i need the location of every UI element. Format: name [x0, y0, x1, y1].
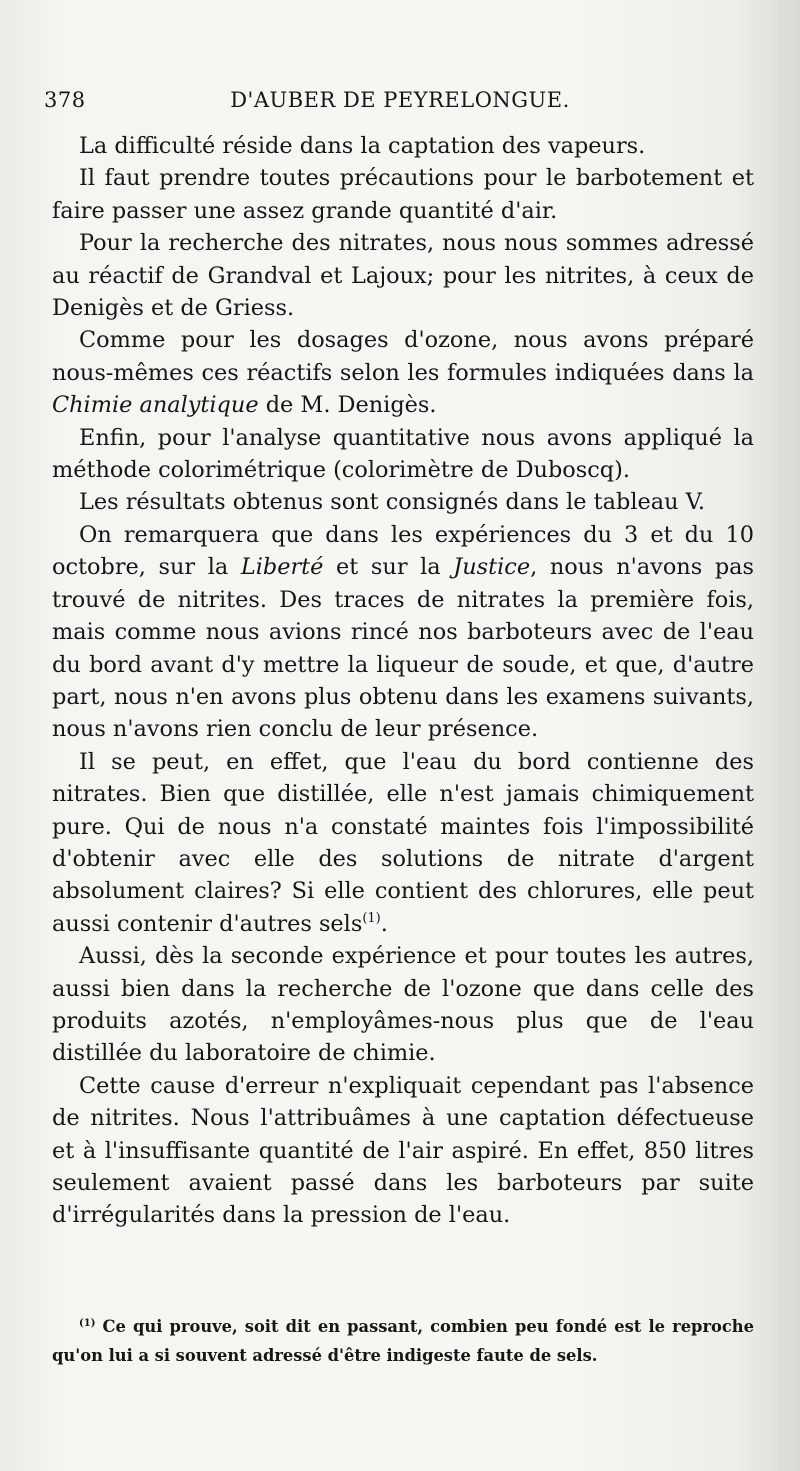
ship-name: Liberté	[240, 554, 324, 581]
footnote	[52, 1312, 754, 1370]
body-text	[52, 130, 754, 1232]
paragraph: Aussi, dès la seconde expérience et pour toutes les autres, aussi bien dans la recherche de l'ozone que dans celle des produits azotés, n'employâmes-nous plus que de l'eau distillée du laboratoire de chimie.	[52, 943, 754, 1067]
paragraph	[52, 324, 754, 421]
paragraph	[52, 746, 754, 940]
paragraph: Il faut prendre toutes précautions pour le barbotement et faire passer une assez grande quantité d'air.	[52, 165, 754, 224]
book-title: Chimie analytique	[52, 392, 259, 419]
text-run: On remarquera que dans les expériences du 3 et du 10 octobre, sur la	[52, 521, 754, 581]
text-run: de M. Denigès.	[258, 392, 437, 419]
footnote-text: Ce qui prouve, soit dit en passant, combien peu fondé est le reproche qu'on lui a si souvent adressé d'être indigeste faute de sels.	[52, 1317, 754, 1365]
footnotes	[52, 1312, 754, 1370]
page-number: 378	[44, 88, 86, 112]
paragraph: Pour la recherche des nitrates, nous nous sommes adressé au réactif de Grandval et Lajoux; pour les nitrites, à ceux de Denigès et de Griess.	[52, 230, 754, 322]
paragraph	[52, 519, 754, 746]
paragraph: Cette cause d'erreur n'expliquait cependant pas l'absence de nitrites. Nous l'attribuâmes à une captation défectueuse et à l'insuffisante quantité de l'air aspiré. En effet, 850 litres seulement avaient passé dans les barboteurs par suite d'irrégularités dans la pression de l'eau.	[52, 1072, 754, 1229]
text-run: .	[380, 910, 388, 937]
page-header	[44, 88, 756, 118]
paragraph: Les résultats obtenus sont consignés dans le tableau V.	[79, 489, 706, 516]
footnote-reference[interactable]: (1)	[362, 910, 381, 926]
text-run: , nous n'avons pas trouvé de nitrites. Des traces de nitrates la première fois, mais comme nous avions rincé nos barboteurs avec de l'eau du bord avant d'y mettre la liqueur de soude, et que, d'autre part, nous n'en avons plus obtenu dans les examens suivants, nous n'avons rien conclu de leur présence.	[52, 554, 754, 743]
text-run: Il se peut, en effet, que l'eau du bord contienne des nitrates. Bien que distillée, elle n'est jamais chimiquement pure. Qui de nous n'a constaté maintes fois l'impossibilité d'obtenir avec elle des solutions de nitrate d'argent absolument claires? Si elle contient des chlorures, elle peut aussi contenir d'autres sels	[52, 748, 754, 937]
ship-name: Justice	[453, 554, 531, 581]
running-title: D'AUBER DE PEYRELONGUE.	[230, 88, 570, 112]
footnote-marker: (1)	[79, 1318, 96, 1329]
paragraph: Enfin, pour l'analyse quantitative nous avons appliqué la méthode colorimétrique (colorimètre de Duboscq).	[52, 424, 754, 484]
text-run: Comme pour les dosages d'ozone, nous avons préparé nous-mêmes ces réactifs selon les formules indiquées dans la	[52, 327, 754, 386]
paragraph: La difficulté réside dans la captation des vapeurs.	[79, 133, 646, 159]
text-run: et sur la	[323, 554, 454, 581]
